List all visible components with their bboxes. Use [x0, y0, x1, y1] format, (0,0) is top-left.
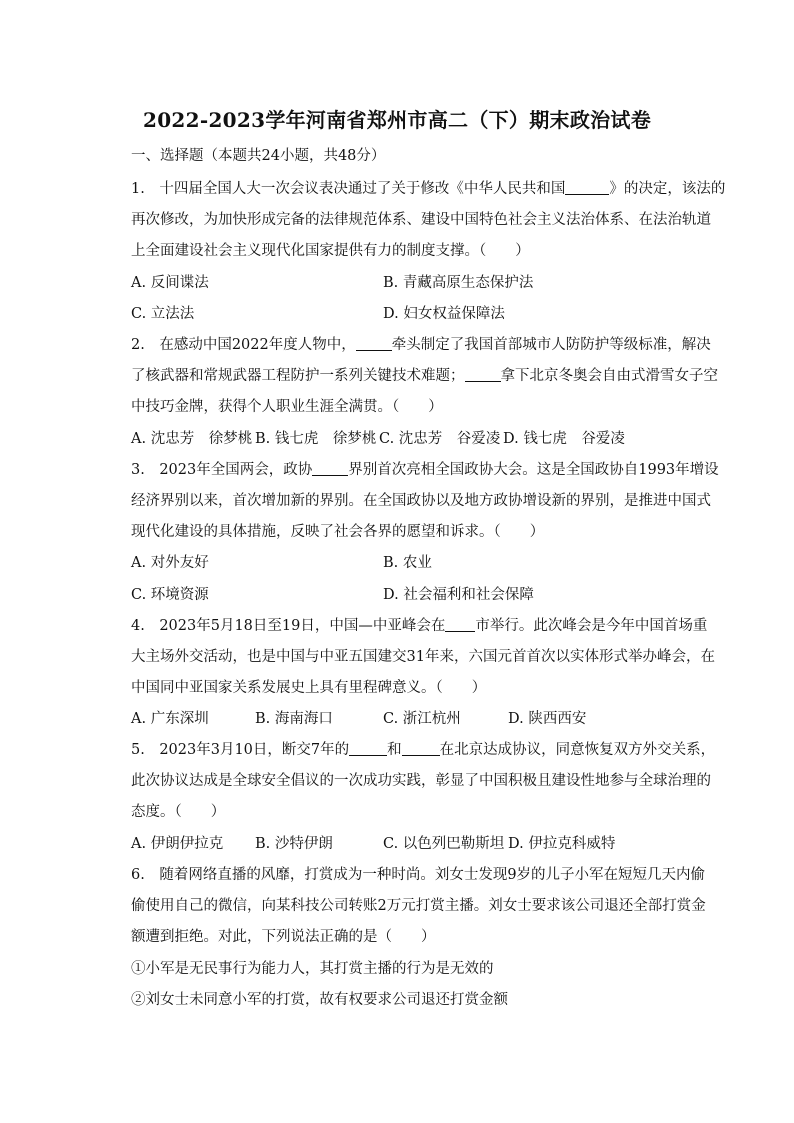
q2-line-3: 中技巧金牌，获得个人职业生涯全满贯。（ ）	[131, 399, 443, 415]
q3-line-2: 经济界别以来，首次增加新的界别。在全国政协以及地方政协增设新的界别，是推进中国式	[131, 493, 711, 509]
q5-line-2: 此次协议达成是全球安全倡议的一次成功实践，彰显了中国积极且建设性地参与全球治理的	[131, 773, 711, 789]
q2-option-a: A. 沈忠芳 徐梦桃	[131, 431, 253, 447]
answer-blank	[349, 741, 387, 756]
q6-line-2: 偷使用自己的微信，向某科技公司转账2万元打赏主播。刘女士要求该公司退还全部打赏金	[131, 898, 706, 914]
q5-line-3: 态度。（ ）	[131, 804, 226, 820]
q5-option-c: C. 以色列巴勒斯坦	[383, 836, 505, 852]
q4-option-d: D. 陕西西安	[508, 711, 587, 727]
q6-line-1: 6. 随着网络直播的风靡，打赏成为一种时尚。刘女士发现9岁的儿子小军在短短几天内偷	[131, 867, 706, 883]
q6-line-3: 额遭到拒绝。对此，下列说法正确的是（ ）	[131, 929, 436, 945]
answer-blank	[445, 617, 475, 632]
exam-title: 2022-2023学年河南省郑州市高二（下）期末政治试卷	[142, 108, 652, 132]
q1-line-1: 1. 十四届全国人大一次会议表决通过了关于修改《中华人民共和国 》的决定，该法的	[131, 181, 726, 197]
q1-option-b: B. 青藏高原生态保护法	[383, 275, 534, 291]
q4-line-3: 中国同中亚国家关系发展史上具有里程碑意义。（ ）	[131, 680, 487, 696]
q2-option-d: D. 钱七虎 谷爱凌	[503, 431, 625, 447]
section-heading: 一、选择题（本题共24小题，共48分）	[131, 148, 386, 164]
q4-option-c: C. 浙江杭州	[383, 711, 461, 727]
q4-option-b: B. 海南海口	[255, 711, 333, 727]
q1-option-a: A. 反间谍法	[131, 275, 209, 291]
answer-blank	[312, 461, 348, 476]
q5-option-b: B. 沙特伊朗	[255, 836, 333, 852]
q1-line-3: 上全面建设社会主义现代化国家提供有力的制度支撑。（ ）	[131, 243, 530, 259]
answer-blank	[465, 367, 501, 382]
q1-line-2: 再次修改，为加快形成完备的法律规范体系、建设中国特色社会主义法治体系、在法治轨道	[131, 212, 711, 228]
q3-option-b: B. 农业	[383, 555, 432, 571]
q3-option-a: A. 对外友好	[131, 555, 209, 571]
q2-line-1: 2. 在感动中国2022年度人物中， 牵头制定了我国首部城市人防防护等级标准，解决	[131, 337, 711, 353]
q5-line-1: 5. 2023年3月10日，断交7年的 和 在北京达成协议，同意恢复双方外交关系，	[131, 742, 716, 758]
answer-blank	[565, 180, 609, 195]
answer-blank	[356, 336, 392, 351]
q3-line-3: 现代化建设的具体措施，反映了社会各界的愿望和诉求。（ ）	[131, 524, 545, 540]
q4-option-a: A. 广东深圳	[131, 711, 209, 727]
q4-line-1: 4. 2023年5月18日至19日，中国—中亚峰会在 市举行。此次峰会是今年中国首场重	[131, 618, 708, 634]
q5-option-a: A. 伊朗伊拉克	[131, 836, 224, 852]
q4-line-2: 大主场外交活动，也是中国与中亚五国建交31年来，六国元首首次以实体形式举办峰会，在	[131, 649, 715, 665]
q3-line-1: 3. 2023年全国两会，政协 界别首次亮相全国政协大会。这是全国政协自1993年增设	[131, 462, 719, 478]
q1-option-c: C. 立法法	[131, 306, 195, 322]
q1-option-d: D. 妇女权益保障法	[383, 306, 505, 322]
q6-statement-2: ②刘女士未同意小军的打赏，故有权要求公司退还打赏金额	[131, 992, 508, 1008]
q2-line-2: 了核武器和常规武器工程防护一系列关键技术难题； 拿下北京冬奥会自由式滑雪女子空	[131, 368, 718, 384]
q6-statement-1: ①小军是无民事行为能力人，其打赏主播的行为是无效的	[131, 961, 494, 977]
answer-blank	[402, 741, 440, 756]
q3-option-c: C. 环境资源	[131, 587, 209, 603]
q5-option-d: D. 伊拉克科威特	[508, 836, 616, 852]
q3-option-d: D. 社会福利和社会保障	[383, 587, 534, 603]
q2-option-b: B. 钱七虎 徐梦桃	[255, 431, 377, 447]
q2-option-c: C. 沈忠芳 谷爱凌	[379, 431, 501, 447]
